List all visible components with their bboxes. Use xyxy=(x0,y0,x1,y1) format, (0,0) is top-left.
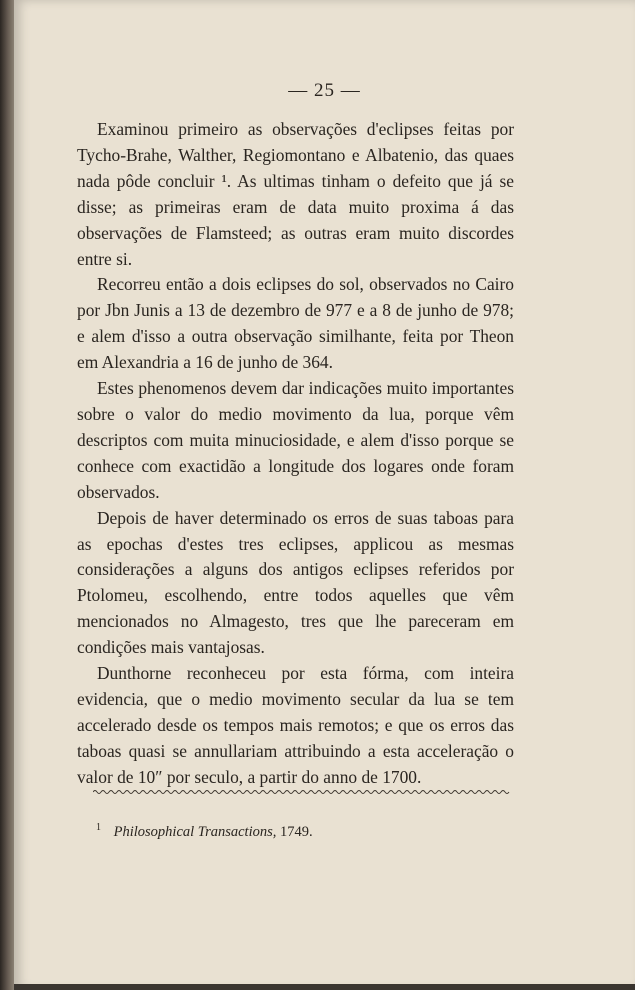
paragraph-5: Dunthorne reconheceu por esta fórma, com inteira evidencia, que o medio movimento secular da lua se tem accelerado desde os tempos mais remotos; e que os erros das taboas quasi se annullariam attribuindo a esta acceleração o valor de 10″ por seculo, a partir do anno de 1700. xyxy=(77,663,514,787)
paragraph-2: Recorreu então a dois eclipses do sol, observados no Cairo por Jbn Junis a 13 de dezembro de 977 e a 8 de junho de 978; e alem d'isso a outra observação similhante, feita por Theon em Alexandria a 16 de junho de 364. xyxy=(77,274,514,373)
footnote xyxy=(96,822,313,841)
footnote-separator-rule xyxy=(93,789,512,795)
paragraph-1: Examinou primeiro as observações d'eclipses feitas por Tycho-Brahe, Walther, Regiomontano e Albatenio, das quaes nada pôde concluir ¹. As ultimas tinham o defeito que já se disse; as primeiras eram de data muito proxima á das observações de Flamsteed; as outras eram muito discordes entre si. xyxy=(77,119,514,269)
book-page xyxy=(14,0,635,990)
footnote-title: Philosophical Transactions, xyxy=(113,823,277,840)
paragraph-3: Estes phenomenos devem dar indicações muito importantes sobre o valor do medio movimento da lua, porque vêm descriptos com muita minuciosidade, e alem d'isso porque se conhece com exactidão a longitude dos logares onde foram observados. xyxy=(77,378,514,502)
body-text xyxy=(77,117,514,791)
page-bottom-edge xyxy=(14,984,635,990)
book-gutter xyxy=(0,0,14,990)
paragraph-4: Depois de haver determinado os erros de suas taboas para as epochas d'estes tres eclipses, applicou as mesmas considerações a alguns dos antigos eclipses referidos por Ptolomeu, escolhendo, entre todos aquelles que vêm mencionados no Almagesto, tres que lhe pareceram em condições mais vantajosas. xyxy=(77,507,514,658)
footnote-mark: 1 xyxy=(96,822,101,833)
page-number: — 25 — xyxy=(288,80,361,101)
footnote-year: 1749. xyxy=(280,823,313,840)
